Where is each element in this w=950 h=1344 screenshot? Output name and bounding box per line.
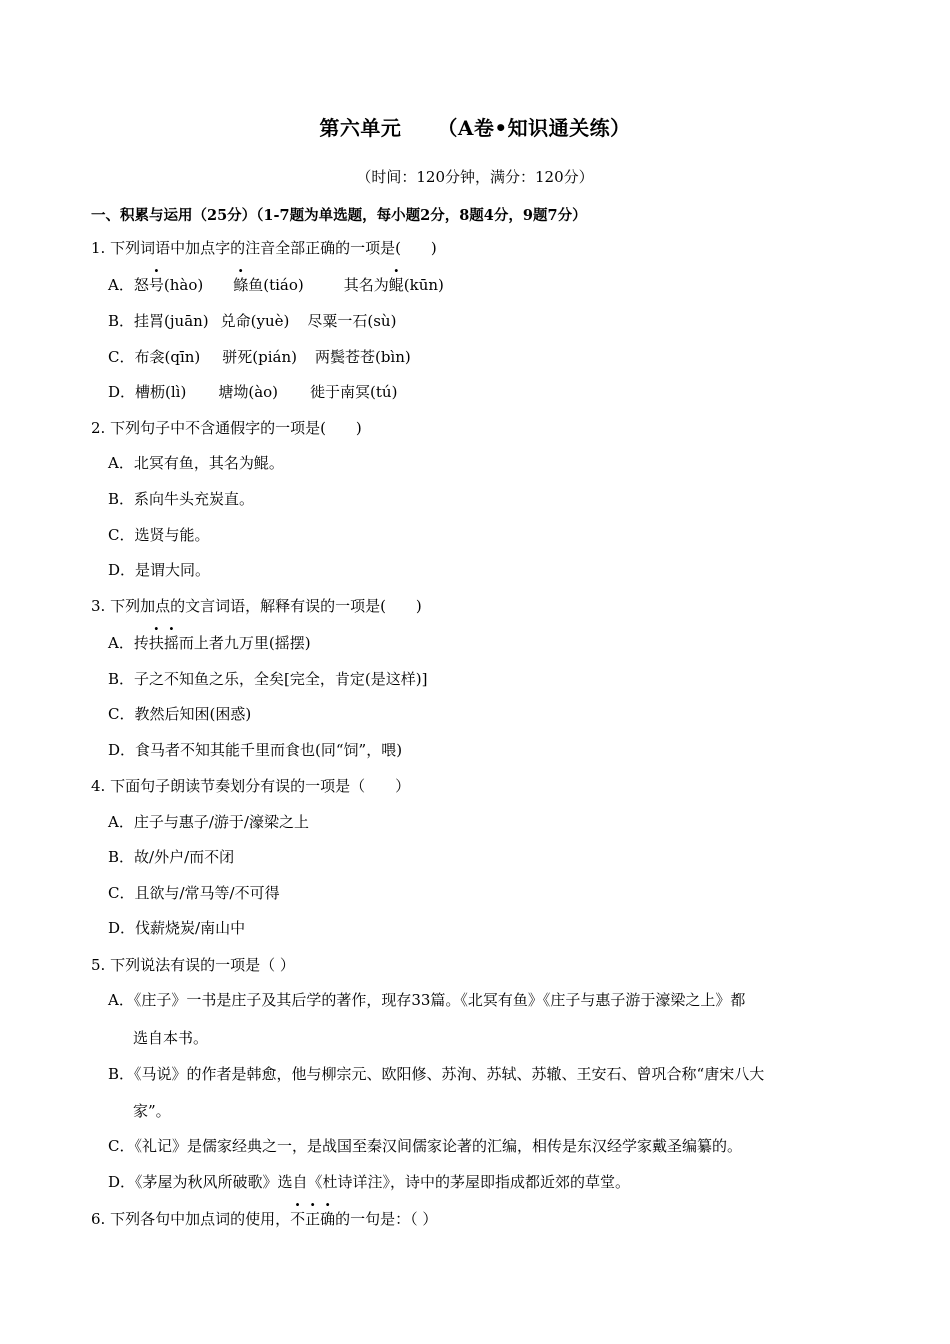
emphasis-dot-char: 不 (290, 1210, 306, 1228)
emphasis-dot-char: 号 (148, 276, 164, 294)
question-3-option-c: C．教然后知困(困惑) (108, 705, 252, 723)
question-2-option-c: C．选贤与能。 (108, 526, 210, 544)
question-3-option-d: D．食马者不知其能千里而食也(同“饲”，喂) (108, 741, 403, 759)
question-1-option-d: D．槽枥(lì) 塘坳(ào) 徙于南冥(tú) (108, 383, 398, 401)
question-2-option-d: D．是谓大同。 (108, 561, 211, 579)
emphasis-dot-char: 正 (305, 1210, 321, 1228)
question-6-stem: 6. 下列各句中加点词的使用，不正确的一句是：（ ） (91, 1210, 438, 1228)
question-5-stem: 5. 下列说法有误的一项是（ ） (91, 956, 295, 974)
question-5-option-b-continued: 家”。 (133, 1102, 171, 1120)
question-2-stem: 2. 下列句子中不含通假字的一项是( ) (91, 419, 362, 437)
question-1-option-b: B．挂罥(juān) 兑命(yuè) 尽粟一石(sù) (108, 312, 397, 330)
question-3-stem: 3. 下列加点的文言词语，解释有误的一项是( ) (91, 597, 422, 615)
question-3-option-b: B．子之不知鱼之乐，全矣[完全，肯定(是这样)] (108, 670, 428, 688)
question-1-stem: 1. 下列词语中加点字的注音全部正确的一项是( ) (91, 239, 437, 257)
question-4-option-a: A．庄子与惠子/游于/濠梁之上 (108, 813, 309, 831)
question-4-stem: 4. 下面句子朗读节奏划分有误的一项是（ ） (91, 777, 411, 795)
question-3-option-a: A．抟扶摇而上者九万里(摇摆) (108, 634, 311, 652)
exam-time-info: （时间：120分钟，满分：120分） (356, 168, 594, 186)
emphasis-dot-char: 确 (320, 1210, 336, 1228)
section-heading: 一、积累与运用（25分）（1-7题为单选题，每小题2分，8题4分，9题7分） (91, 207, 587, 224)
question-1-option-a: A．怒号(hào) 鲦鱼(tiáo) 其名为鲲(kūn) (108, 276, 444, 294)
question-5-option-d: D．《茅屋为秋风所破歌》选自《杜诗详注》，诗中的茅屋即指成都近郊的草堂。 (108, 1173, 631, 1191)
title-main: 第六单元 (319, 116, 402, 140)
question-4-option-c: C．且欲与/常马等/不可得 (108, 884, 280, 902)
emphasis-dot-char: 摇 (163, 634, 179, 652)
emphasis-dot-char: 扶 (148, 634, 164, 652)
question-2-option-a: A．北冥有鱼，其名为鲲。 (108, 454, 284, 472)
question-4-option-d: D．伐薪烧炭/南山中 (108, 919, 246, 937)
question-5-option-b: B．《马说》的作者是韩愈，他与柳宗元、欧阳修、苏洵、苏轼、苏辙、王安石、曾巩合称“唐宋八大 (108, 1065, 765, 1083)
emphasis-dot-char: 鲦 (233, 276, 249, 294)
title-sub: （A卷•知识通关练） (437, 116, 631, 140)
question-1-option-c: C．布衾(qīn) 骈死(pián) 两鬓苍苍(bìn) (108, 348, 411, 366)
emphasis-dot-char: 鲲 (388, 276, 404, 294)
question-2-option-b: B．系向牛头充炭直。 (108, 490, 255, 508)
question-5-option-a-continued: 选自本书。 (133, 1029, 209, 1047)
question-4-option-b: B．故/外户/而不闭 (108, 848, 235, 866)
question-5-option-a: A．《庄子》一书是庄子及其后学的著作，现存33篇。《北冥有鱼》《庄子与惠子游于濠梁之上》都 (108, 991, 746, 1009)
page-title (0, 112, 950, 141)
question-5-option-c: C．《礼记》是儒家经典之一，是战国至秦汉间儒家论著的汇编，相传是东汉经学家戴圣编纂的。 (108, 1137, 742, 1155)
